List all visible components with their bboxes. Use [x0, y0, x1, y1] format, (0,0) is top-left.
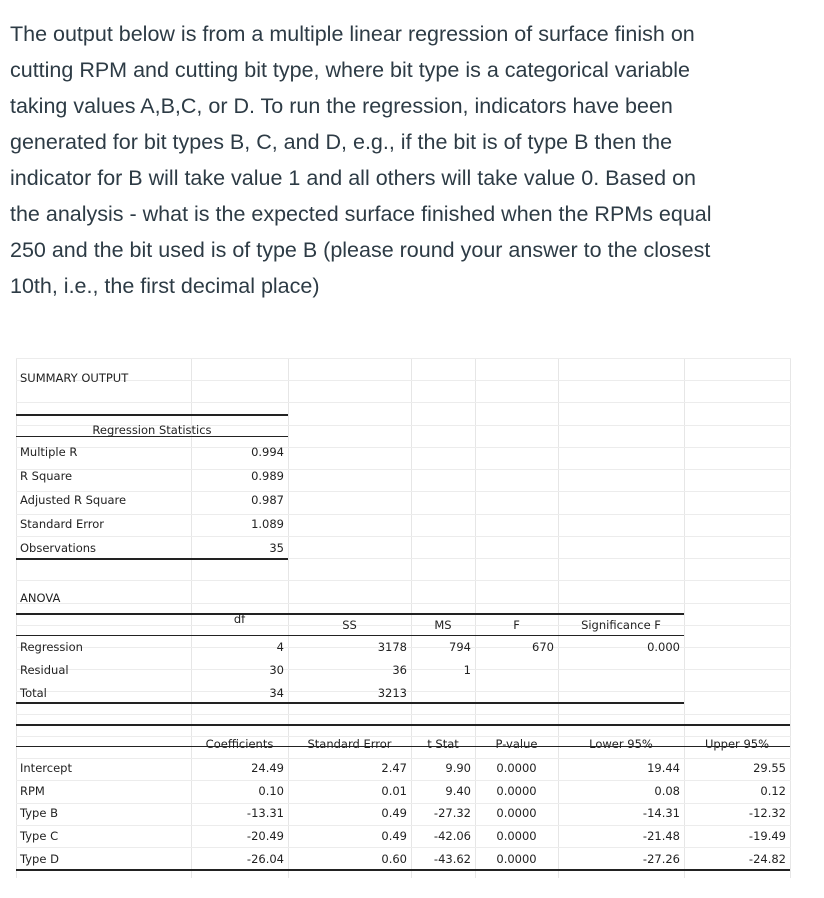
coef-lower-95: 19.44	[647, 761, 680, 775]
question-line: generated for bit types B, C, and D, e.g., if the bit is of type B then the	[10, 130, 673, 154]
grid-line	[16, 847, 791, 848]
coef-header-p-value: P-value	[495, 737, 538, 751]
coef-header-t-stat: t Stat	[427, 737, 459, 751]
anova-row-label: Regression	[20, 640, 83, 654]
anova-f: 670	[532, 640, 554, 654]
anova-df: 30	[269, 663, 284, 677]
coef-row-label: Type C	[20, 829, 59, 843]
coef-standard-error: 2.47	[381, 761, 407, 775]
grid-line	[16, 358, 791, 359]
grid-line	[16, 380, 791, 381]
table-rule	[16, 635, 684, 636]
stat-value: 1.089	[251, 517, 284, 531]
coef-p-value: 0.0000	[496, 784, 537, 798]
table-rule	[16, 869, 790, 871]
coef-p-value: 0.0000	[496, 829, 537, 843]
grid-line	[16, 714, 791, 715]
question-text	[10, 16, 810, 304]
coef-upper-95: 0.12	[760, 784, 786, 798]
stat-label: Multiple R	[20, 445, 78, 459]
question-line: indicator for B will take value 1 and all others will take value 0. Based on	[10, 166, 696, 190]
table-rule	[16, 702, 684, 704]
grid-line	[16, 402, 791, 403]
anova-title: ANOVA	[20, 591, 61, 605]
coef-value: 24.49	[251, 761, 284, 775]
coef-upper-95: -24.82	[748, 852, 786, 866]
grid-line	[684, 358, 685, 878]
coef-standard-error: 0.49	[381, 829, 407, 843]
coef-t-stat: -27.32	[433, 806, 471, 820]
coef-p-value: 0.0000	[496, 761, 537, 775]
grid-line	[16, 603, 791, 604]
table-rule	[16, 414, 288, 416]
anova-df: 4	[276, 640, 284, 654]
table-rule	[16, 558, 288, 560]
stat-value: 0.994	[251, 445, 284, 459]
coef-upper-95: 29.55	[753, 761, 786, 775]
table-rule	[16, 613, 684, 615]
table-rule	[16, 724, 790, 726]
grid-line	[16, 825, 791, 826]
coef-upper-95: -19.49	[748, 829, 786, 843]
anova-ss: 36	[392, 663, 407, 677]
stat-label: Standard Error	[20, 517, 105, 531]
coef-value: -13.31	[246, 806, 284, 820]
grid-line	[16, 536, 791, 537]
anova-ss: 3178	[377, 640, 407, 654]
anova-header-f: F	[513, 618, 520, 632]
question-line: the analysis - what is the expected surface finished when the RPMs equal	[10, 202, 712, 226]
summary-title: SUMMARY OUTPUT	[20, 371, 129, 385]
anova-header-ms: MS	[434, 618, 452, 632]
coef-row-label: Type D	[20, 852, 59, 866]
stat-value: 0.989	[251, 469, 284, 483]
coef-value: 0.10	[258, 784, 284, 798]
coef-lower-95: 0.08	[654, 784, 680, 798]
anova-row-label: Residual	[20, 663, 69, 677]
grid-line	[16, 491, 791, 492]
stat-label: R Square	[20, 469, 73, 483]
coef-upper-95: -12.32	[748, 806, 786, 820]
stat-value: 0.987	[251, 493, 284, 507]
coef-standard-error: 0.49	[381, 806, 407, 820]
grid-line	[16, 447, 791, 448]
coef-row-label: RPM	[20, 784, 45, 798]
coef-header-lower-95: Lower 95%	[589, 737, 653, 751]
grid-line	[16, 803, 791, 804]
anova-row-label: Total	[20, 686, 47, 700]
anova-ms: 794	[449, 640, 471, 654]
stat-value: 35	[269, 541, 284, 555]
question-line: cutting RPM and cutting bit type, where bit type is a categorical variable	[10, 58, 690, 82]
coef-row-label: Intercept	[20, 761, 72, 775]
question-line: 10th, i.e., the first decimal place)	[10, 274, 320, 298]
question-line: taking values A,B,C, or D. To run the regression, indicators have been	[10, 94, 673, 118]
coef-p-value: 0.0000	[496, 852, 537, 866]
stat-label: Adjusted R Square	[20, 493, 127, 507]
grid-line	[16, 780, 791, 781]
coef-value: -20.49	[246, 829, 284, 843]
stat-label: Observations	[20, 541, 97, 555]
coef-value: -26.04	[246, 852, 284, 866]
coef-lower-95: -14.31	[642, 806, 680, 820]
grid-line	[16, 514, 791, 515]
anova-header-ss: SS	[342, 618, 357, 632]
grid-line	[16, 469, 791, 470]
coef-header-coefficients: Coefficients	[205, 737, 274, 751]
anova-ss: 3213	[377, 686, 407, 700]
coef-row-label: Type B	[20, 806, 58, 820]
spreadsheet	[16, 358, 791, 878]
coef-standard-error: 0.60	[381, 852, 407, 866]
regression-statistics-header: Regression Statistics	[92, 423, 212, 437]
coef-t-stat: 9.90	[445, 761, 471, 775]
anova-header-df: df	[233, 612, 246, 626]
question-line: The output below is from a multiple linear regression of surface finish on	[10, 22, 695, 46]
coef-t-stat: -43.62	[433, 852, 471, 866]
coef-header-standard-error: Standard Error	[307, 737, 392, 751]
grid-line	[790, 358, 791, 878]
coef-lower-95: -27.26	[642, 852, 680, 866]
coef-standard-error: 0.01	[381, 784, 407, 798]
coef-t-stat: -42.06	[433, 829, 471, 843]
grid-line	[16, 580, 791, 581]
anova-df: 34	[269, 686, 284, 700]
anova-ms: 1	[463, 663, 471, 677]
grid-line	[16, 758, 791, 759]
coef-t-stat: 9.40	[445, 784, 471, 798]
coef-header-upper-95: Upper 95%	[704, 737, 770, 751]
coef-lower-95: -21.48	[642, 829, 680, 843]
question-line: 250 and the bit used is of type B (please round your answer to the closest	[10, 238, 711, 262]
coef-p-value: 0.0000	[496, 806, 537, 820]
anova-header-significance: Significance F	[581, 618, 661, 632]
anova-significance: 0.000	[647, 640, 680, 654]
